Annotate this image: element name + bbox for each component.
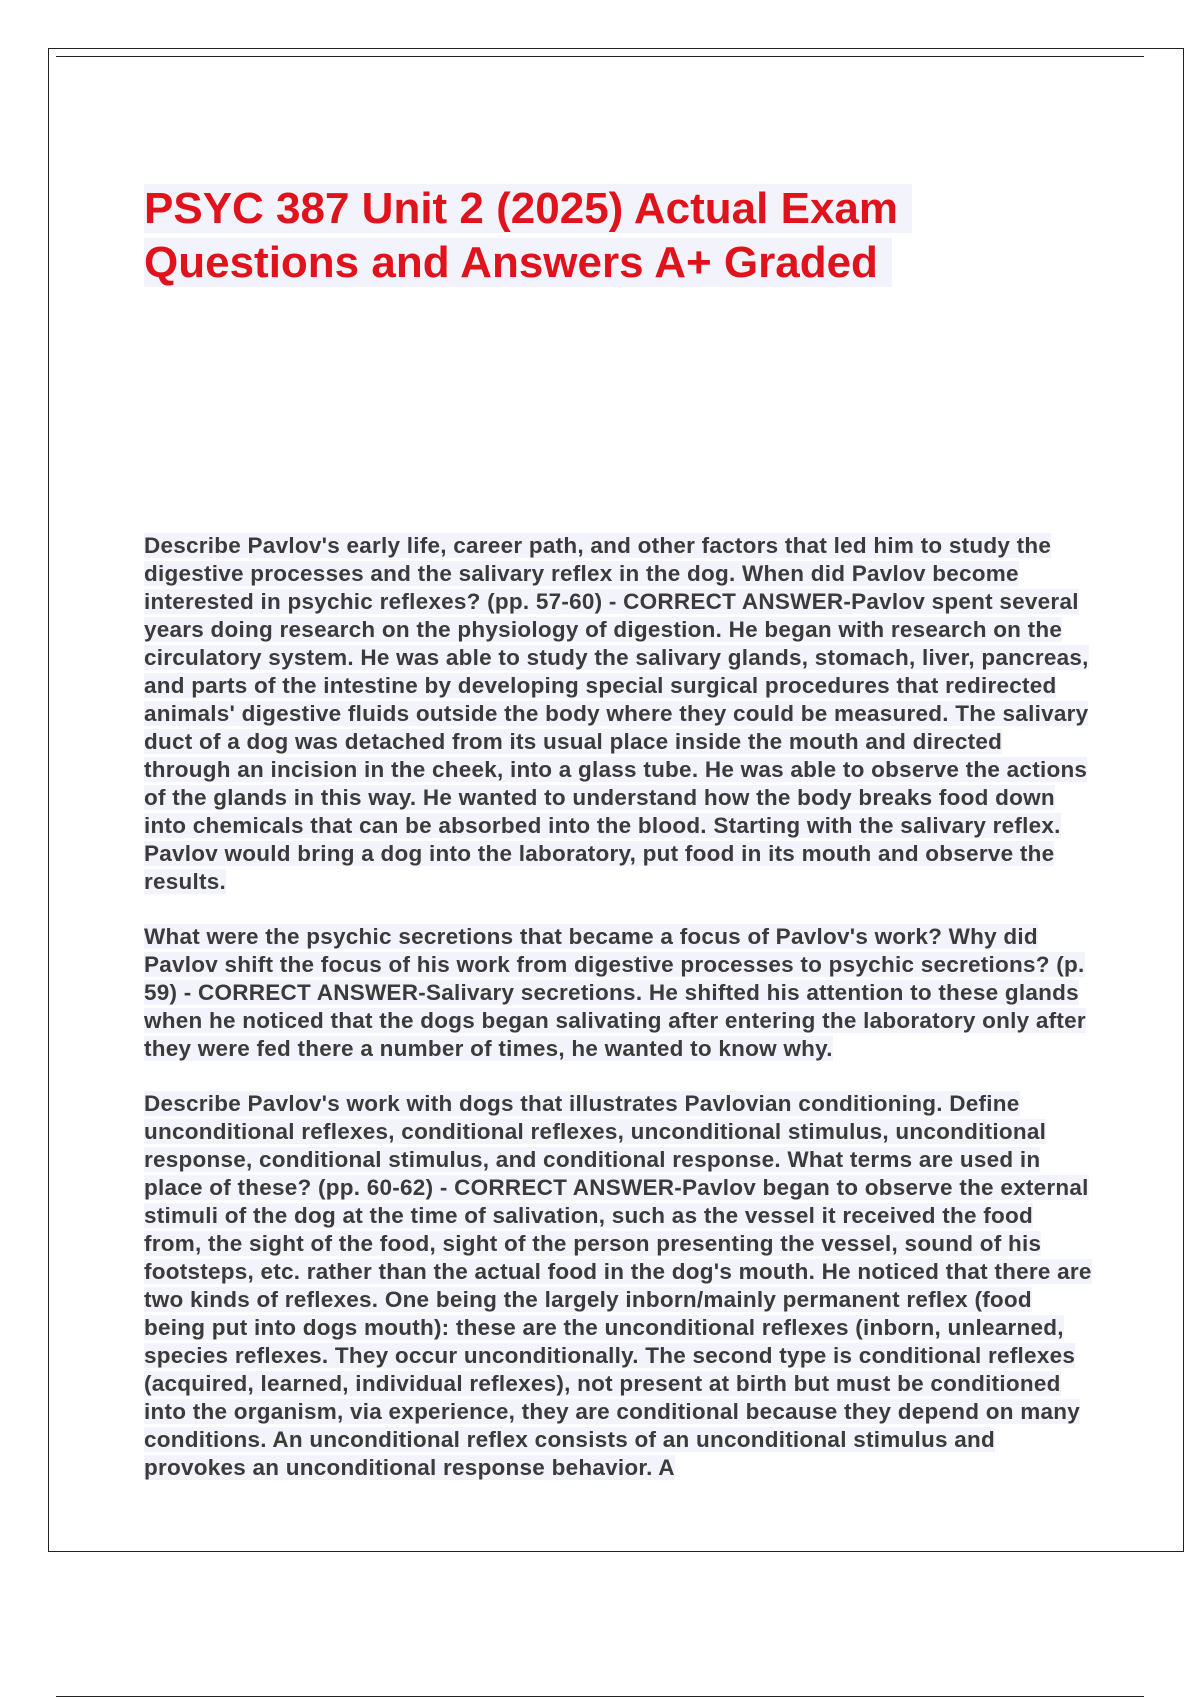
qa-question: What were the psychic secretions that became a focus of Pavlov's work? Why did Pavlov shift the focus of his work from digestive processes to psychic secretions? (p. 59) bbox=[144, 924, 1085, 1005]
title-line-2: Questions and Answers A+ Graded bbox=[144, 238, 892, 287]
qa-content bbox=[144, 532, 1092, 1509]
answer-separator: - CORRECT ANSWER- bbox=[177, 980, 426, 1005]
qa-answer: Pavlov began to observe the external stimuli of the dog at the time of salivation, such as the vessel it received the food from, the sight of the food, sight of the person presenting the vessel, sound of his footsteps, etc. rather than the actual food in the dog's mouth. He noticed that there are two kinds of reflexes. One being the largely inborn/mainly permanent reflex (food being put into dogs mouth): these are the unconditional reflexes (inborn, unlearned, species reflexes. They occur unconditionally. The second type is conditional reflexes (acquired, learned, individual reflexes), not present at birth but must be conditioned into the organism, via experience, they are conditional because they depend on many conditions. An unconditional reflex consists of an unconditional stimulus and provokes an unconditional response behavior. A bbox=[144, 1175, 1092, 1480]
qa-question: Describe Pavlov's early life, career path, and other factors that led him to study the digestive processes and the salivary reflex in the dog. When did Pavlov become interested in psychic reflexes? (pp. 57-60) bbox=[144, 533, 1052, 614]
qa-item-3 bbox=[144, 1090, 1092, 1482]
answer-separator: - CORRECT ANSWER- bbox=[433, 1175, 682, 1200]
qa-question: Describe Pavlov's work with dogs that illustrates Pavlovian conditioning. Define unconditional reflexes, conditional reflexes, unconditional stimulus, unconditional response, conditional stimulus, and conditional response. What terms are used in place of these? (pp. 60-62) bbox=[144, 1091, 1047, 1200]
qa-answer: Salivary secretions. He shifted his attention to these glands when he noticed that the dogs began salivating after entering the laboratory only after they were fed there a number of times, he wanted to know why. bbox=[144, 980, 1086, 1061]
qa-item-2 bbox=[144, 923, 1092, 1063]
qa-answer: Pavlov spent several years doing research on the physiology of digestion. He began with research on the circulatory system. He was able to study the salivary glands, stomach, liver, pancreas, and parts of the intestine by developing special surgical procedures that redirected animals' digestive fluids outside the body where they could be measured. The salivary duct of a dog was detached from its usual place inside the mouth and directed through an incision in the cheek, into a glass tube. He was able to observe the actions of the glands in this way. He wanted to understand how the body breaks food down into chemicals that can be absorbed into the blood. Starting with the salivary reflex. Pavlov would bring a dog into the laboratory, put food in its mouth and observe the results. bbox=[144, 589, 1089, 894]
bottom-rule bbox=[56, 1696, 1144, 1697]
qa-item-1 bbox=[144, 532, 1092, 896]
title-line-1: PSYC 387 Unit 2 (2025) Actual Exam bbox=[144, 184, 912, 233]
answer-separator: - CORRECT ANSWER- bbox=[602, 589, 852, 614]
